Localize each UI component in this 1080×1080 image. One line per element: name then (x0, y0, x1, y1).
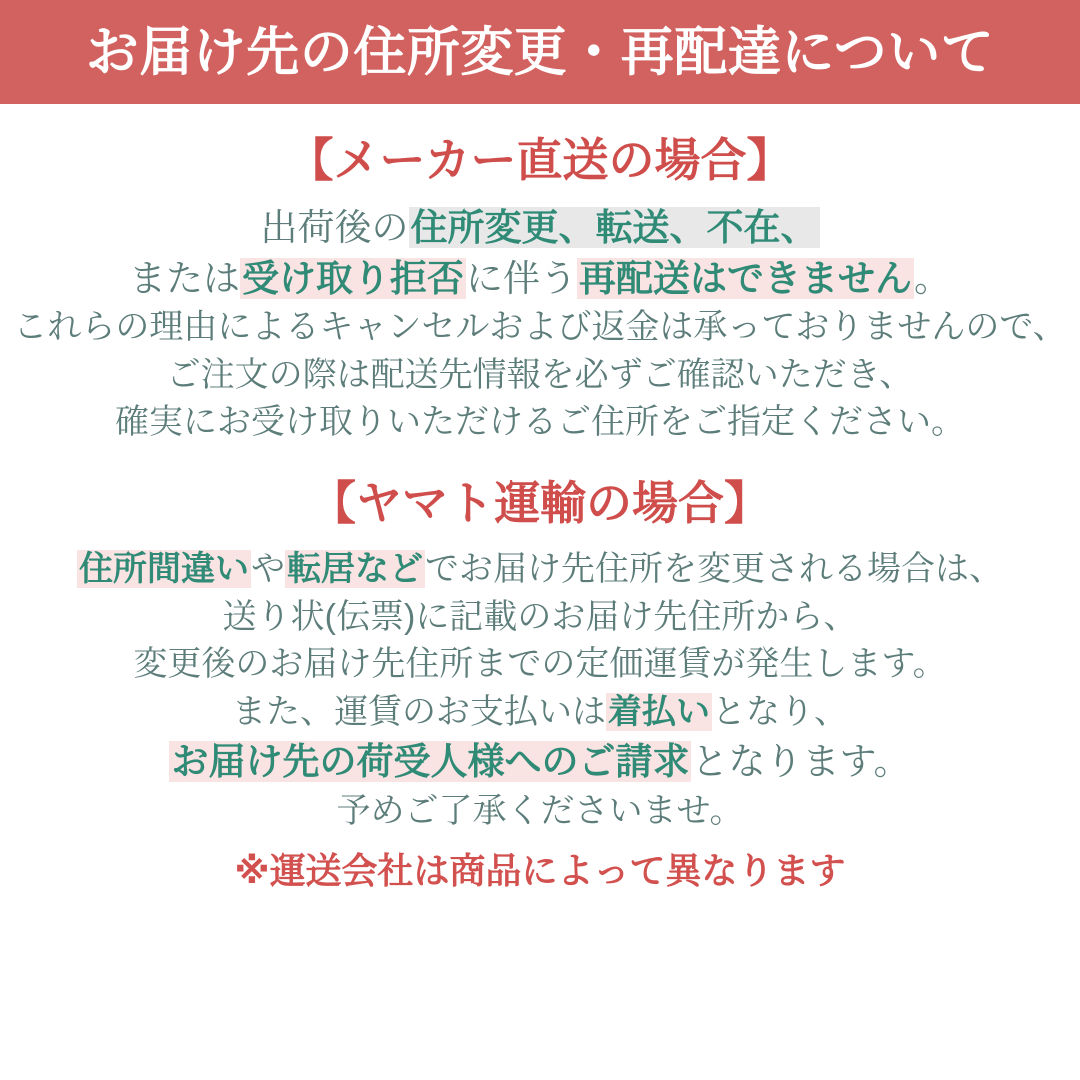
text-fragment: に伴う (466, 257, 577, 299)
notice-line (10, 738, 1070, 785)
text-fragment-highlight: 受け取り拒否 (242, 257, 464, 299)
notice-line (10, 354, 1070, 398)
text-fragment-highlight: 住所変更、転送、不在、 (410, 206, 818, 248)
text-fragment-highlight: 着払い (608, 692, 710, 731)
text-fragment: ご注文の際は配送先情報を必ずご確認いただき、 (166, 355, 914, 394)
page-title: お届け先の住所変更・再配達について (85, 22, 995, 82)
notice-line (10, 596, 1070, 640)
text-fragment: となります。 (691, 741, 911, 783)
text-fragment: これらの理由によるキャンセルおよび返金は承っておりませんので、 (13, 308, 1067, 347)
notice-line (10, 306, 1070, 350)
text-fragment: 送り状(伝票)に記載のお届け先住所から、 (222, 597, 858, 636)
notice-line (10, 643, 1070, 687)
header-banner (0, 0, 1080, 104)
section-heading-maker-direct: 【メーカー直送の場合】 (287, 134, 793, 186)
notice-line (10, 691, 1070, 735)
text-fragment: でお届け先住所を変更される場合は、 (425, 550, 1003, 589)
notice-line (10, 790, 1070, 834)
notice-line (10, 204, 1070, 251)
text-fragment: または (129, 257, 240, 299)
section-heading-yamato: 【ヤマト運輸の場合】 (310, 476, 770, 529)
text-fragment-highlight: お届け先の荷受人様へのご請求 (171, 741, 690, 783)
text-fragment: また、運賃のお支払いは (232, 692, 606, 731)
text-fragment: 予めご了承くださいませ。 (336, 791, 744, 830)
notice-line (10, 255, 1070, 302)
text-fragment: 。 (914, 257, 951, 299)
text-fragment: 確実にお受け取りいただけるご住所をご指定ください。 (115, 403, 965, 442)
text-fragment-highlight: 転居など (287, 550, 423, 589)
text-fragment: 変更後のお届け先住所までの定価運賃が発生します。 (133, 645, 947, 684)
text-fragment: や (251, 550, 285, 589)
text-fragment-highlight: 住所間違い (79, 550, 249, 589)
shipping-carrier-note: ※運送会社は商品によって異なります (234, 850, 846, 892)
notice-line (10, 548, 1070, 592)
notice-content (0, 104, 1080, 894)
text-fragment: となり、 (712, 692, 848, 731)
text-fragment: 出荷後の (260, 206, 409, 248)
text-fragment-highlight: 再配送はできません (579, 257, 912, 299)
notice-line (10, 401, 1070, 445)
